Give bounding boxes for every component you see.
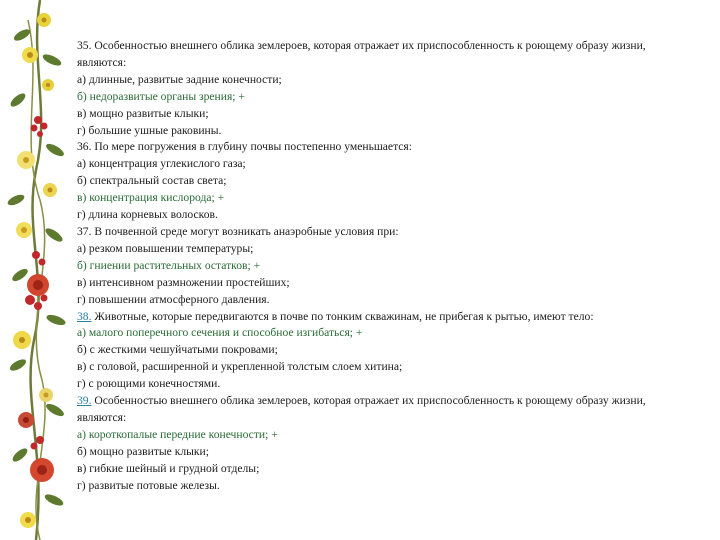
answer-option: б) спектральный состав света; <box>77 174 227 188</box>
answer-option: а) длинные, развитые задние конечности; <box>77 72 282 86</box>
question-35: 35. Особенностью внешнего облика землероев, которая отражает их приспособленность к роющему образу жизни, являются: <box>77 39 646 69</box>
question-38-number-link[interactable]: 38. <box>77 309 92 323</box>
answer-option: г) с роющими конечностями. <box>77 377 221 391</box>
question-39-number-link[interactable]: 39. <box>77 394 92 408</box>
answer-option: в) интенсивном размножении простейших; <box>77 275 290 289</box>
correct-answer-option: б) гниении растительных остатков; + <box>77 258 261 272</box>
answer-option: б) мощно развитые клыки; <box>77 444 209 458</box>
answer-option: г) повышении атмосферного давления. <box>77 292 270 306</box>
answer-option: а) концентрация углекислого газа; <box>77 157 246 171</box>
correct-answer-option: а) короткопалые передние конечности; + <box>77 427 278 441</box>
question-37: 37. В почвенной среде могут возникать анаэробные условия при: <box>77 224 399 238</box>
correct-answer-option: б) недоразвитые органы зрения; + <box>77 89 245 103</box>
question-39 <box>77 393 697 427</box>
answer-option: г) большие ушные раковины. <box>77 123 222 137</box>
question-36: 36. По мере погружения в глубину почвы постепенно уменьшается: <box>77 140 412 154</box>
answer-option: в) гибкие шейный и грудной отделы; <box>77 461 260 475</box>
quiz-text-block <box>77 38 697 494</box>
correct-answer-option: а) малого поперечного сечения и способное изгибаться; + <box>77 326 363 340</box>
answer-option: в) с головой, расширенной и укрепленной толстым слоем хитина; <box>77 360 403 374</box>
question-39-text: Особенностью внешнего облика землероев, которая отражает их приспособленность к роющему образу жизни, являются: <box>77 394 646 424</box>
answer-option: а) резком повышении температуры; <box>77 241 254 255</box>
answer-option: г) развитые потовые железы. <box>77 478 220 492</box>
correct-answer-option: в) концентрация кислорода; + <box>77 191 225 205</box>
answer-option: б) с жесткими чешуйчатыми покровами; <box>77 343 278 357</box>
floral-border-decoration <box>0 0 72 540</box>
question-38 <box>77 309 697 326</box>
question-38-text: Животные, которые передвигаются в почве по тонким скважинам, не прибегая к рытью, имеют тело: <box>91 309 594 323</box>
answer-option: в) мощно развитые клыки; <box>77 106 209 120</box>
answer-option: г) длина корневых волосков. <box>77 208 218 222</box>
